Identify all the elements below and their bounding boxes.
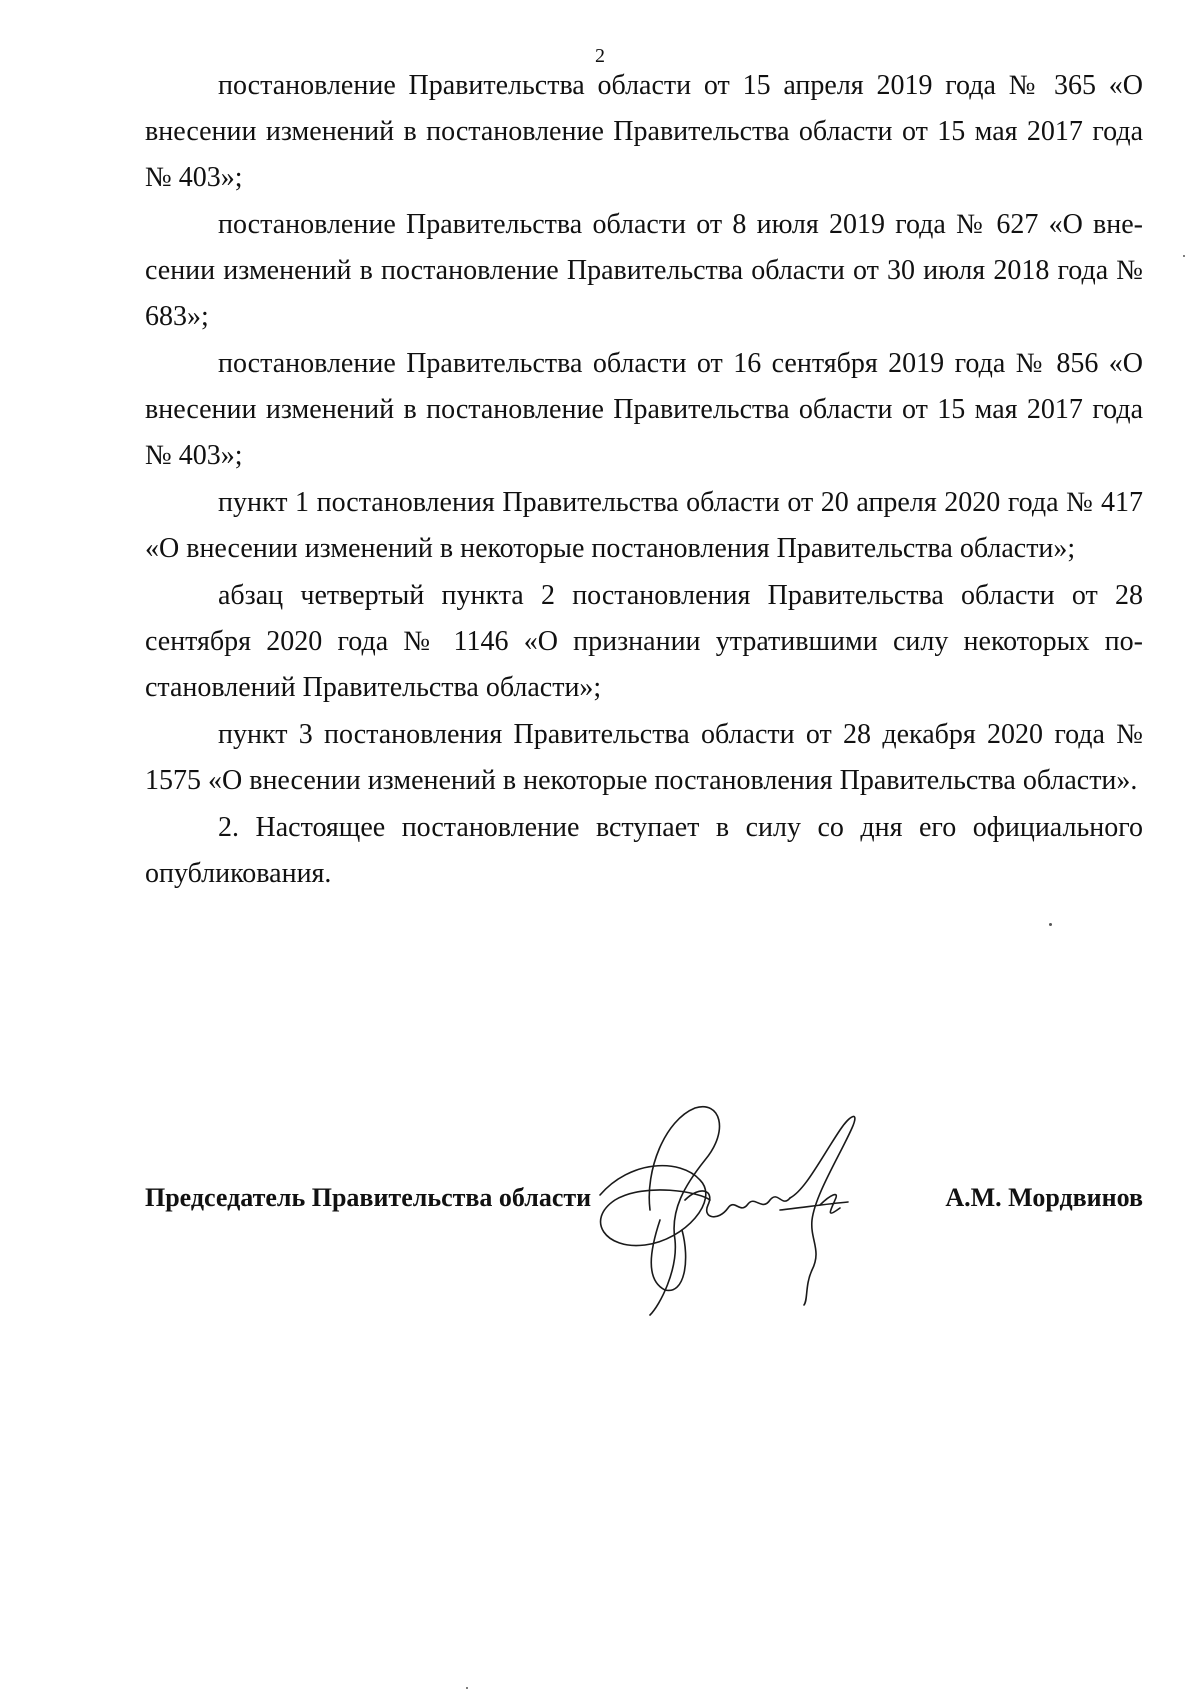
scan-speck xyxy=(1183,255,1185,257)
paragraph-repealed-act-6: пункт 3 постановления Правительства области от 28 декабря 2020 года № 1575 «О внесении изменений в некоторые постановления Правительства области». xyxy=(145,719,1143,796)
document-body xyxy=(145,63,1143,898)
paragraph-repealed-act-4: пункт 1 постановления Правительства области от 20 апреля 2020 года № 417 «О внесении изменений в некоторые постановления Правительства области»; xyxy=(145,487,1143,564)
signatory-name: А.М. Мордвинов xyxy=(945,1183,1143,1212)
paragraph-repealed-act-3: постановление Правительства области от 16 сентября 2019 года № 856 «О внесении изменений в постановление Правительства области от 15 мая 2017 года № 403»; xyxy=(145,348,1143,471)
paragraph-repealed-act-2: постановление Правительства области от 8 июля 2019 года № 627 «О внесении изменений в постановление Правительства области от 30 июля 2018 года № 683»; xyxy=(145,209,1143,332)
handwritten-signature xyxy=(590,1100,950,1330)
signatory-position: Председатель Правительства области xyxy=(145,1183,592,1212)
scan-speck xyxy=(466,1687,468,1689)
paragraph-repealed-act-5: абзац четвертый пункта 2 постановления Правительства области от 28 сентября 2020 года № 1146 «О признании утратившими силу некоторых постановлений Правительства области»; xyxy=(145,580,1143,703)
paragraph-entry-into-force: 2. Настоящее постановление вступает в силу со дня его официального опубликования. xyxy=(145,812,1143,889)
scan-speck xyxy=(1049,923,1052,926)
paragraph-repealed-act-1: постановление Правительства области от 15 апреля 2019 года № 365 «О внесении изменений в постановление Правительства области от 15 мая 2017 года № 403»; xyxy=(145,70,1143,193)
page-number: 2 xyxy=(595,45,605,67)
